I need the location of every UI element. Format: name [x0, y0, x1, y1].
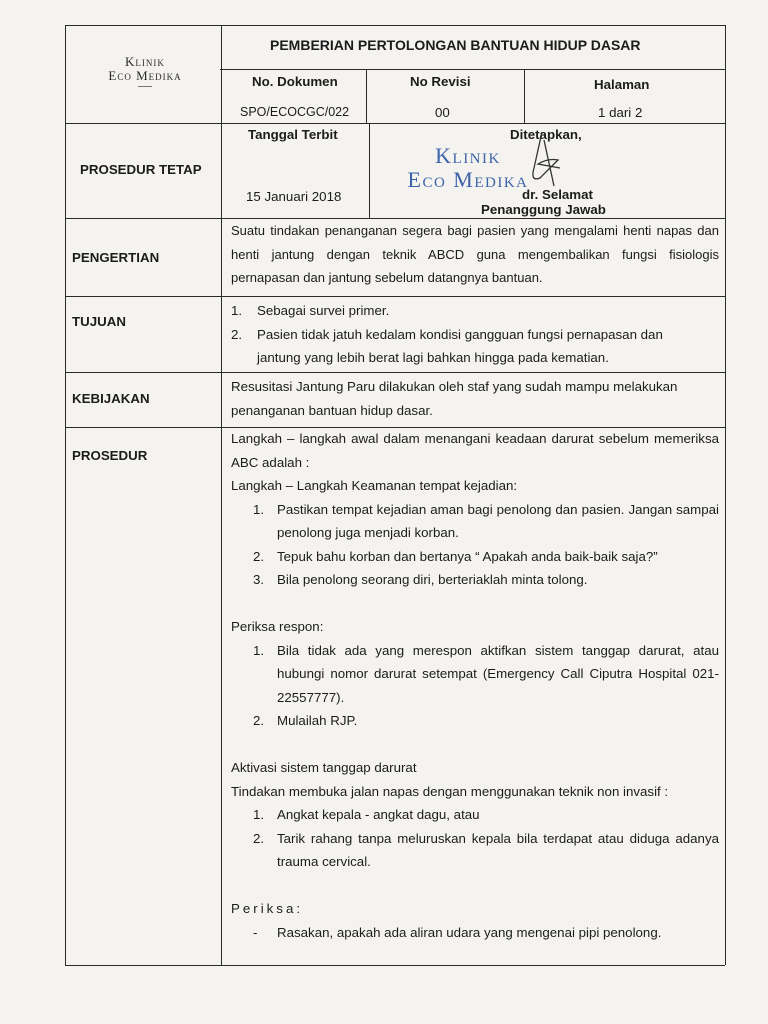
issue-date-label: Tanggal Terbit — [248, 127, 338, 142]
list-text: Angkat kepala - angkat dagu, atau — [277, 807, 480, 822]
list-number: 2. — [253, 548, 265, 564]
activation-heading: Aktivasi sistem tanggap darurat — [231, 760, 417, 775]
logo-line2: Eco Medika — [108, 68, 182, 83]
list-number: 2. — [231, 326, 243, 342]
logo-underline — [138, 86, 152, 87]
list-number: 3. — [253, 572, 265, 587]
list-item — [231, 498, 719, 545]
revision-value: 00 — [435, 105, 450, 120]
list-item — [231, 568, 719, 592]
pengertian-label: PENGERTIAN — [72, 250, 160, 265]
stamp-line2: Eco Medika — [407, 167, 529, 192]
list-item — [231, 709, 719, 733]
signer-name: dr. Selamat — [522, 187, 593, 202]
safety-heading: Langkah – Langkah Keamanan tempat kejadian: — [231, 478, 518, 493]
prosedur-body — [231, 427, 719, 944]
doc-number-value: SPO/ECOCGC/022 — [240, 105, 350, 119]
logo-line1: Klinik — [125, 54, 165, 69]
list-text: Tepuk bahu korban dan bertanya “ Apakah anda baik-baik saja?” — [277, 548, 658, 564]
response-heading: Periksa respon: — [231, 619, 324, 634]
prosedur-intro: Langkah – langkah awal dalam menangani keadaan darurat sebelum memeriksa ABC adalah : — [231, 431, 719, 470]
document-title: PEMBERIAN PERTOLONGAN BANTUAN HIDUP DASAR — [270, 37, 641, 53]
clinic-logo — [75, 54, 215, 87]
doc-number-label: No. Dokumen — [252, 74, 338, 89]
page-value: 1 dari 2 — [598, 105, 643, 120]
list-text: Pasien tidak jatuh kedalam kondisi gangguan fungsi pernapasan dan jantung yang lebih berat lagi bahkan hingga pada kematian. — [257, 326, 663, 365]
list-item — [231, 323, 701, 370]
list-item — [231, 639, 719, 710]
list-item — [231, 921, 719, 945]
list-number: 2. — [253, 830, 265, 846]
list-text: Rasakan, apakah ada aliran udara yang mengenai pipi penolong. — [277, 924, 662, 940]
airway-heading: Tindakan membuka jalan napas dengan menggunakan teknik non invasif : — [231, 783, 669, 799]
list-number: 1. — [231, 303, 243, 318]
check-heading: Periksa: — [231, 901, 304, 916]
signature-mark — [520, 128, 566, 190]
list-number: - — [253, 924, 258, 940]
tujuan-label: TUJUAN — [72, 314, 126, 329]
list-item — [231, 299, 701, 323]
signer-role: Penanggung Jawab — [481, 202, 606, 217]
list-item — [231, 827, 719, 874]
list-text: Bila penolong seorang diri, berteriaklah minta tolong. — [277, 572, 588, 587]
prosedur-label: PROSEDUR — [72, 448, 148, 463]
revision-label: No Revisi — [410, 74, 471, 89]
list-text: Sebagai survei primer. — [257, 303, 390, 318]
list-text: Tarik rahang tanpa meluruskan kepala bila terdapat atau diduga adanya trauma cervical. — [277, 830, 719, 869]
list-number: 1. — [253, 642, 265, 658]
kebijakan-label: KEBIJAKAN — [72, 391, 150, 406]
list-number: 1. — [253, 807, 265, 822]
procedure-label: PROSEDUR TETAP — [80, 162, 202, 177]
list-number: 1. — [253, 501, 265, 517]
list-item — [231, 545, 719, 569]
list-text: Bila tidak ada yang merespon aktifkan sistem tanggap darurat, atau hubungi nomor darurat setempat (Emergency Call Ciputra Hospital 021-22557777). — [277, 642, 719, 705]
list-number: 2. — [253, 713, 265, 728]
list-text: Mulailah RJP. — [277, 713, 358, 728]
list-item — [231, 803, 719, 827]
tujuan-list — [231, 299, 701, 370]
list-text: Pastikan tempat kejadian aman bagi penolong dan pasien. Jangan sampai penolong juga menjadi korban. — [277, 501, 719, 540]
issue-date-value: 15 Januari 2018 — [246, 189, 342, 204]
pengertian-text: Suatu tindakan penanganan segera bagi pasien yang mengalami henti napas dan henti jantung dengan teknik ABCD guna mengembalikan fungsi fisiologis pernapasan dan jantung sebelum datangnya bantuan. — [231, 223, 719, 285]
stamp-line1: Klinik — [435, 143, 501, 168]
page-label: Halaman — [594, 77, 650, 92]
kebijakan-text: Resusitasi Jantung Paru dilakukan oleh staf yang sudah mampu melakukan penanganan bantuan hidup dasar. — [231, 379, 678, 418]
approved-label: Ditetapkan, — [510, 127, 582, 142]
